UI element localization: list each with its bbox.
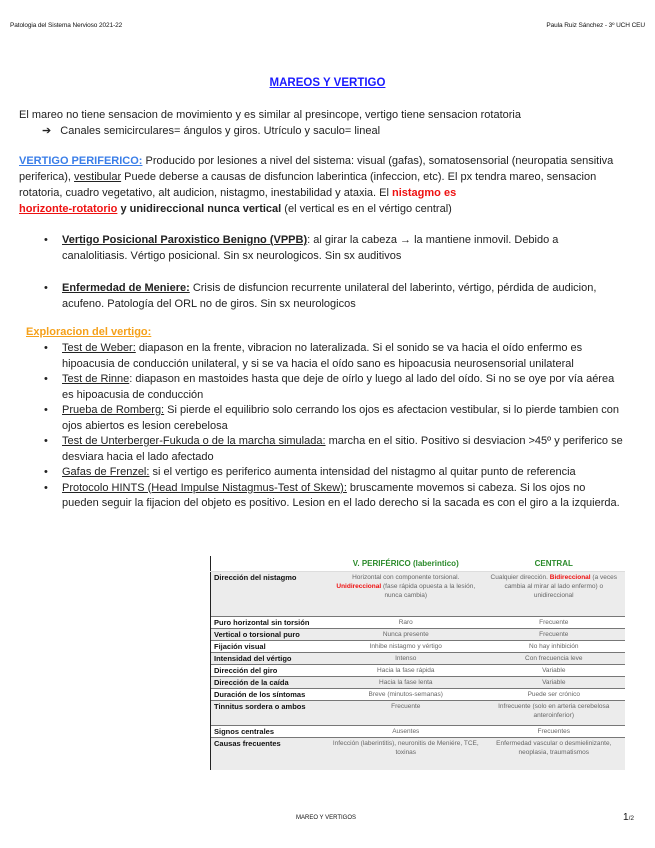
intro-paragraph: El mareo no tiene sensacion de movimiento y es similar al presincope, vertigo tiene sensacion rotatoria bbox=[19, 109, 521, 121]
weber-text: diapason en la frente, vibracion no lateralizada. Si el sonido se va hacia el oído enfermo es hipoacusia de conducción unilateral, y si se va hacia el oído sano es hipoacusia neurosensorial unilateral bbox=[62, 342, 583, 370]
unterberger-text: marcha en el sitio. Positivo si desviacion >45º y periferico se desviara hacia el lado afectado bbox=[62, 435, 623, 463]
page-header-left: Patologia del Sistema Nervioso 2021-22 bbox=[10, 22, 123, 29]
vppb-text: al girar la cabeza → la mantiene inmovil. Debido a canalolitiasis. Vértigo posicional. Sin sx neurologicos. Sin sx auditivos bbox=[62, 234, 559, 262]
list-item-meniere bbox=[44, 280, 624, 312]
cell-periferico: Inhibe nistagmo y vértigo bbox=[329, 641, 483, 653]
cell-text: Horizontal con componente torsional. bbox=[352, 574, 460, 581]
intro-arrow-line bbox=[42, 123, 380, 139]
table-header-central: CENTRAL bbox=[483, 556, 625, 572]
table-header-row bbox=[211, 556, 626, 572]
list-item-vppb bbox=[44, 232, 624, 264]
cell-text: (fase rápida opuesta a la lesión, nunca cambia) bbox=[381, 583, 476, 599]
exploracion-heading: Exploracion del vertigo: bbox=[26, 326, 152, 338]
table-row bbox=[211, 629, 626, 641]
rinne-text: : diapason en mastoides hasta que deje de oírlo y luego al lado del oído. Si no se oye por vía aérea es hipoacusia de conducción bbox=[62, 373, 615, 401]
row-label: Dirección del giro bbox=[211, 665, 330, 677]
cell-periferico: Frecuente bbox=[329, 701, 483, 726]
cell-periferico: Raro bbox=[329, 617, 483, 629]
row-label: Causas frecuentes bbox=[211, 738, 330, 771]
cell-periferico: Infección (laberintitis), neuronitis de Meniére, TCE, toxinas bbox=[329, 738, 483, 771]
cell-periferico: Nunca presente bbox=[329, 629, 483, 641]
cell-central: No hay inhibición bbox=[483, 641, 625, 653]
table-row bbox=[211, 701, 626, 726]
meniere-text: Crisis de disfuncion recurrente unilateral del laberinto, vértigo, pérdida de audicion, acufeno. Patología del ORL no de giros. Sin sx neurologicos bbox=[62, 282, 597, 310]
cell-central: Infrecuente (solo en arteria cerebelosa anteroinferior) bbox=[483, 701, 625, 726]
rinne-term: Test de Rinne bbox=[62, 373, 130, 385]
cell-periferico: Breve (minutos-semanas) bbox=[329, 689, 483, 701]
list-item-weber bbox=[44, 341, 624, 372]
cell-central: Variable bbox=[483, 665, 625, 677]
cell-highlight: Unidireccional bbox=[336, 583, 382, 590]
cell-central: Puede ser crónico bbox=[483, 689, 625, 701]
table-row bbox=[211, 653, 626, 665]
table-row bbox=[211, 677, 626, 689]
current-page: 1 bbox=[623, 812, 629, 823]
cell-central: Frecuentes bbox=[483, 726, 625, 738]
cell-periferico: Intenso bbox=[329, 653, 483, 665]
periferico-text-2: Puede deberse a causas de disfuncion laberintica (infeccion, etc). El px tendra mareo, sensacion rotatoria, cuadro vegetativo, alt audicion, nistagmo, inestabilidad y ataxia. El bbox=[19, 171, 597, 199]
weber-term: Test de Weber: bbox=[62, 342, 136, 354]
romberg-text: Si pierde el equilibrio solo cerrando los ojos es afectacion vestibular, si lo pierde tambien con ojos abiertos es lesion cerebelosa bbox=[62, 404, 620, 432]
row-label: Puro horizontal sin torsión bbox=[211, 617, 330, 629]
comparison-table bbox=[210, 556, 625, 770]
total-pages: /2 bbox=[628, 815, 634, 822]
table-row bbox=[211, 572, 626, 617]
periferico-paragraph bbox=[19, 153, 639, 217]
cell-central: Frecuente bbox=[483, 629, 625, 641]
meniere-list bbox=[44, 280, 624, 312]
vppb-list bbox=[44, 232, 624, 264]
row-label: Tinnitus sordera o ambos bbox=[211, 701, 330, 726]
document-title: MAREOS Y VERTIGO bbox=[269, 77, 386, 89]
table-row bbox=[211, 738, 626, 771]
row-label: Intensidad del vértigo bbox=[211, 653, 330, 665]
meniere-term: Enfermedad de Meniere: bbox=[62, 282, 190, 294]
vppb-sep: : bbox=[307, 234, 311, 246]
cell-central: Frecuente bbox=[483, 617, 625, 629]
periferico-text-3: (el vertical es en el vértigo central) bbox=[281, 203, 452, 215]
page-header-right: Paula Ruiz Sánchez - 3º UCH CEU bbox=[546, 22, 645, 29]
list-item-romberg bbox=[44, 403, 624, 434]
periferico-heading: VERTIGO PERIFERICO: bbox=[19, 155, 143, 167]
table-header-corner bbox=[211, 556, 330, 572]
vppb-term: Vertigo Posicional Paroxistico Benigno (VPPB) bbox=[62, 234, 308, 246]
row-label: Duración de los síntomas bbox=[211, 689, 330, 701]
cell-highlight: Bidireccional bbox=[549, 574, 591, 581]
row-label: Signos centrales bbox=[211, 726, 330, 738]
list-item-rinne bbox=[44, 372, 624, 403]
table-row bbox=[211, 641, 626, 653]
table-row bbox=[211, 726, 626, 738]
unterberger-term: Test de Unterberger-Fukuda o de la marcha simulada: bbox=[62, 435, 326, 447]
row-label: Dirección de la caída bbox=[211, 677, 330, 689]
intro-arrow-text: Canales semicirculares= ángulos y giros. Utrículo y saculo= lineal bbox=[60, 125, 381, 137]
list-item-frenzel bbox=[44, 465, 624, 481]
cell-text: (a veces cambia al mirar al lado enfermo) o unidireccional bbox=[504, 574, 617, 599]
frenzel-text: si el vertigo es periferico aumenta intensidad del nistagmo al quitar punto de referencia bbox=[149, 466, 576, 478]
row-label: Vertical o torsional puro bbox=[211, 629, 330, 641]
cell-text: Cualquier dirección. bbox=[490, 574, 550, 581]
page-number bbox=[623, 812, 634, 823]
vestibular-term: vestibular bbox=[74, 171, 122, 183]
footer-title: MAREO Y VERTIGOS bbox=[296, 815, 357, 821]
romberg-term: Prueba de Romberg: bbox=[62, 404, 165, 416]
cell-central: Enfermedad vascular o desmielinizante, neoplasia, traumatismos bbox=[483, 738, 625, 771]
cell-periferico: Ausentes bbox=[329, 726, 483, 738]
cell-central: Variable bbox=[483, 677, 625, 689]
hints-term: Protocolo HINTS (Head Impulse Nistagmus-Test of Skew): bbox=[62, 481, 347, 494]
table-row bbox=[211, 617, 626, 629]
nistagmo-highlight: nistagmo es bbox=[392, 187, 457, 199]
list-item-hints bbox=[44, 481, 624, 512]
horizonte-rotatorio-highlight: horizonte-rotatorio bbox=[19, 203, 118, 215]
table-row bbox=[211, 689, 626, 701]
arrow-right-icon: ➔ bbox=[42, 125, 52, 137]
cell-periferico: Hacia la fase lenta bbox=[329, 677, 483, 689]
list-item-unterberger bbox=[44, 434, 624, 465]
row-label: Fijación visual bbox=[211, 641, 330, 653]
cell-periferico bbox=[329, 572, 483, 617]
table-header-periferico: V. PERIFÉRICO (laberintico) bbox=[329, 556, 483, 572]
cell-central bbox=[483, 572, 625, 617]
table-row bbox=[211, 665, 626, 677]
frenzel-term: Gafas de Frenzel: bbox=[62, 466, 150, 478]
periferico-text-1: Producido por lesiones a nivel del sistema: visual (gafas), somatosensorial (neuropatia sensitiva periferica), bbox=[19, 155, 614, 183]
row-label: Dirección del nistagmo bbox=[211, 572, 330, 617]
cell-periferico: Hacia la fase rápida bbox=[329, 665, 483, 677]
cell-central: Con frecuencia leve bbox=[483, 653, 625, 665]
hints-text: bruscamente movemos si cabeza. Si los ojos no pueden seguir la fijacion del objeto es positivo. Lesion en el lado derecho si la sacada es con el giro a la izquierda. bbox=[62, 481, 620, 509]
unidireccional-bold: y unidireccional nunca vertical bbox=[117, 203, 282, 215]
exploracion-list bbox=[44, 341, 624, 512]
